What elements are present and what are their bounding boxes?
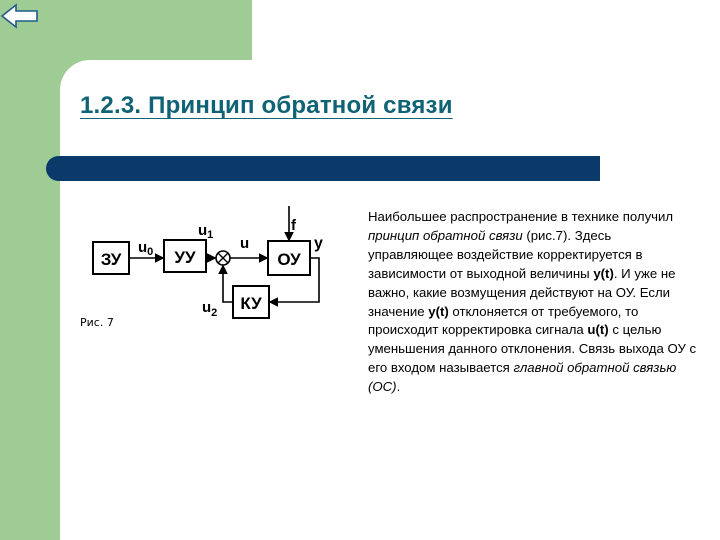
signal-u0-label: $u_0$	[138, 239, 154, 258]
text-part: с целью уменьшения данного отклонения. Связь выхода ОУ с его входом называется	[368, 322, 697, 376]
signal-u2-label: $u_2$	[202, 299, 218, 319]
block-uu-label: УУ	[174, 248, 196, 267]
text-part: .	[396, 379, 401, 395]
block-ou-label: ОУ	[277, 250, 301, 269]
title-underline-bar	[46, 156, 600, 181]
bold-term: y(t)	[593, 265, 614, 281]
description-paragraph	[368, 208, 698, 397]
figure-caption: Рис. 7	[80, 316, 114, 329]
text-part: (рис.7). Здесь управляющее воздействие корректируется в зависимости от выходной величины	[368, 227, 643, 281]
feedback-block-diagram	[78, 200, 338, 340]
feedback-line	[223, 266, 233, 302]
arrow-left-icon	[0, 0, 40, 30]
summing-junction	[216, 251, 230, 265]
block-zu-label: ЗУ	[100, 250, 122, 269]
signal-y-label: у	[314, 235, 323, 252]
signal-u1-label: $u_1$	[198, 222, 214, 241]
bold-term: u(t)	[587, 322, 609, 338]
back-button[interactable]	[0, 0, 40, 30]
text-part: Наибольшее распространение в технике получил	[368, 209, 674, 224]
bold-term: y(t)	[428, 303, 449, 319]
signal-u-label: u	[240, 235, 250, 252]
slide-title: 1.2.3. Принцип обратной связи	[80, 92, 453, 119]
text-part: . И уже не важно, какие возмущения действуют на ОУ. Если значение	[368, 265, 676, 319]
text-part: отклоняется от требуемого, то происходит корректировка сигнала	[368, 303, 639, 338]
block-ku-label: КУ	[240, 294, 262, 313]
italic-term: принцип обратной связи	[368, 227, 523, 243]
italic-term: главной обратной связью (ОС)	[368, 360, 677, 395]
signal-f-label: f	[291, 217, 296, 234]
